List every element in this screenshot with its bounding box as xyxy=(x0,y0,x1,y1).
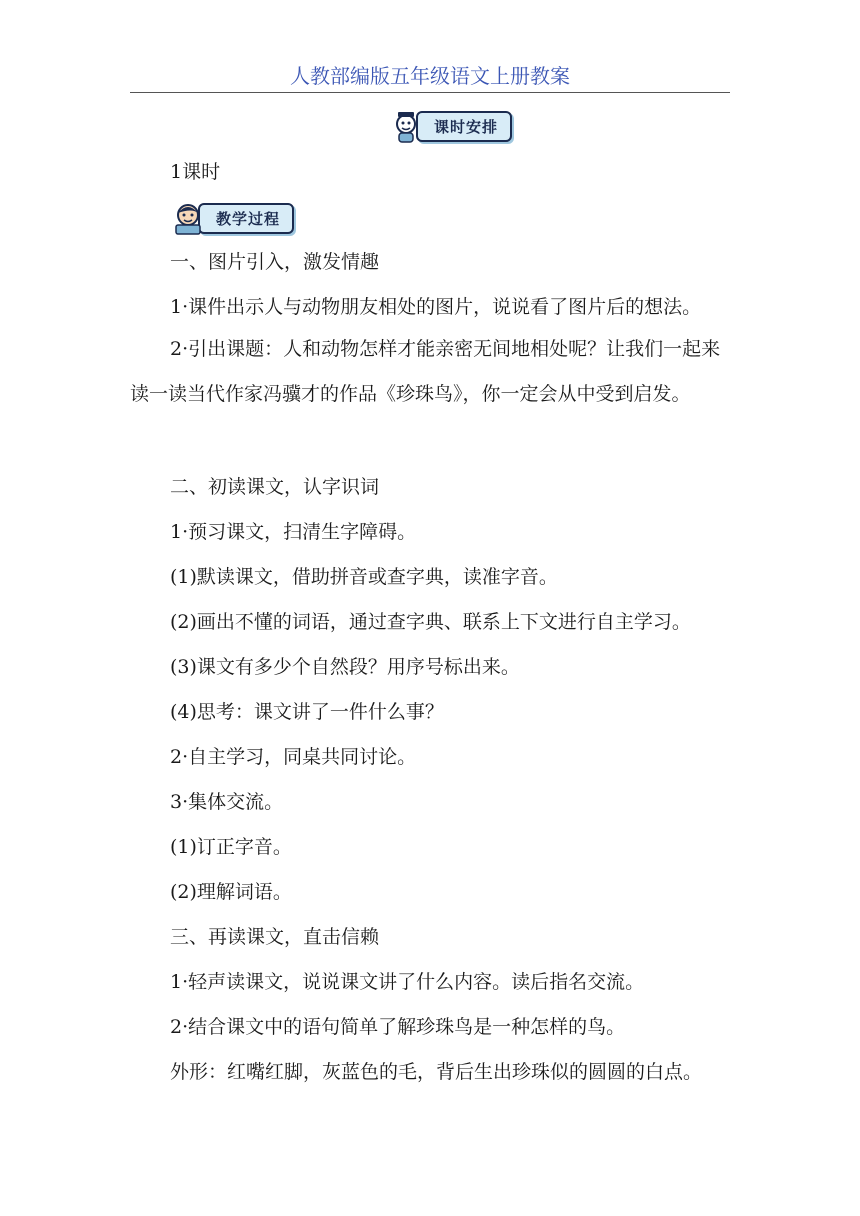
s2-item-6: (2)理解词语。 xyxy=(170,881,292,903)
schedule-banner xyxy=(388,108,512,144)
s2-paragraph-3: 3·集体交流。 xyxy=(170,791,284,813)
s2-item-5: (1)订正字音。 xyxy=(170,836,292,858)
mascot-icon xyxy=(388,108,424,144)
s2-item-2: (2)画出不懂的词语，通过查字典、联系上下文进行自主学习。 xyxy=(170,611,691,633)
s2-paragraph-2: 2·自主学习，同桌共同讨论。 xyxy=(170,746,417,768)
s3-paragraph-1: 1·轻声读课文，说说课文讲了什么内容。读后指名交流。 xyxy=(170,971,645,993)
s2-item-4: (4)思考：课文讲了一件什么事？ xyxy=(170,701,444,723)
s3-paragraph-3: 外形：红嘴红脚，灰蓝色的毛，背后生出珍珠似的圆圆的白点。 xyxy=(170,1061,703,1083)
process-banner xyxy=(170,200,294,236)
s2-paragraph-1: 1·预习课文，扫清生字障碍。 xyxy=(170,521,417,543)
student-icon xyxy=(170,200,206,236)
period-text: 1课时 xyxy=(170,161,221,183)
s2-item-3: (3)课文有多少个自然段？用序号标出来。 xyxy=(170,656,520,678)
schedule-banner-label: 课时安排 xyxy=(416,111,512,142)
s1-paragraph-2: 2·引出课题：人和动物怎样才能亲密无间地相处呢？让我们一起来读一读当代作家冯骥才的作品《珍珠鸟》，你一定会从中受到启发。 xyxy=(130,338,721,405)
section-2-heading: 二、初读课文，认字识词 xyxy=(170,476,380,498)
section-3-heading: 三、再读课文，直击信赖 xyxy=(170,926,380,948)
process-banner-label: 教学过程 xyxy=(198,203,294,234)
section-1-heading: 一、图片引入，激发情趣 xyxy=(170,251,380,273)
page-header-title: 人教部编版五年级语文上册教案 xyxy=(130,60,730,93)
s3-paragraph-2: 2·结合课文中的语句简单了解珍珠鸟是一种怎样的鸟。 xyxy=(170,1016,626,1038)
s2-item-1: (1)默读课文，借助拼音或查字典，读准字音。 xyxy=(170,566,558,588)
s1-paragraph-1: 1·课件出示人与动物朋友相处的图片，说说看了图片后的想法。 xyxy=(170,296,702,318)
